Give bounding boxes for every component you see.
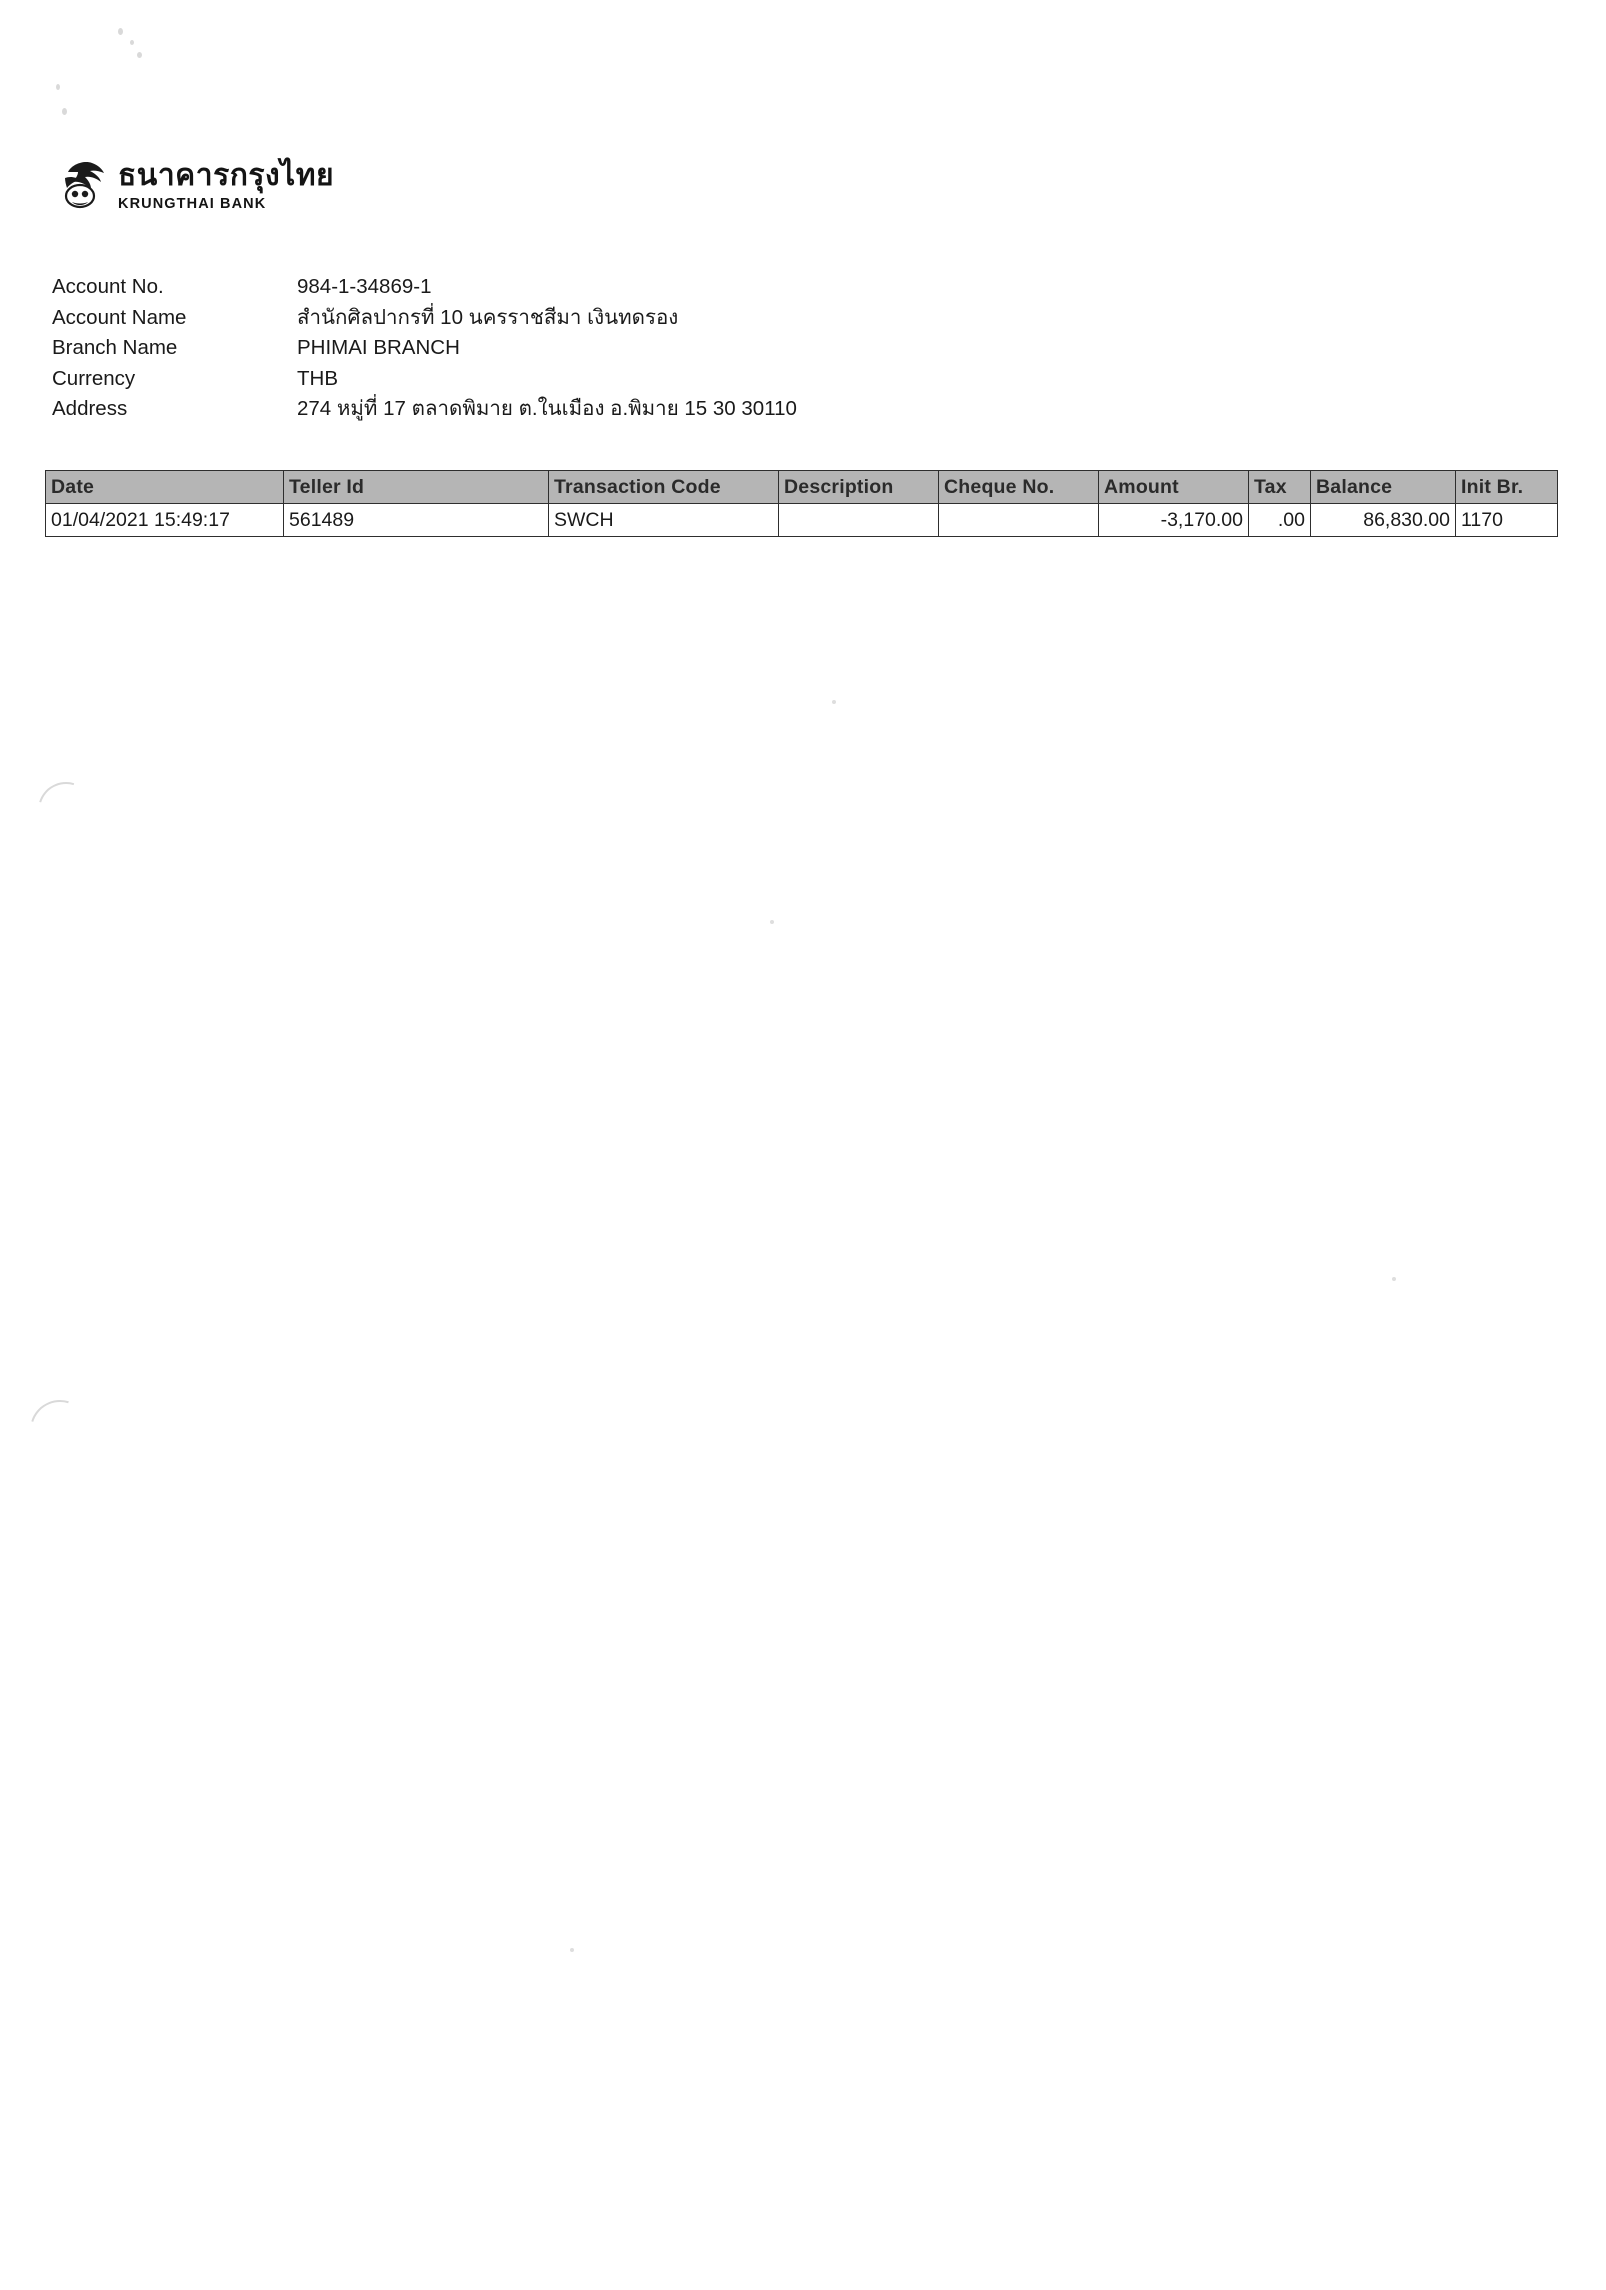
scan-speck	[118, 28, 123, 35]
account-name-label: Account Name	[52, 305, 187, 329]
scan-speck	[1392, 1277, 1396, 1281]
cell-description	[779, 504, 939, 537]
column-header-balance: Balance	[1311, 471, 1456, 504]
scan-speck	[56, 84, 60, 90]
account-info-row	[52, 364, 797, 395]
address-label: Address	[52, 397, 128, 420]
branch-name-label: Branch Name	[52, 336, 178, 359]
cell-balance: 86,830.00	[1311, 504, 1456, 537]
table-row	[46, 504, 1558, 537]
cell-date: 01/04/2021 15:49:17	[46, 504, 284, 537]
account-name-value: สำนักศิลปากรที่ 10 นครราชสีมา เงินทดรอง	[297, 305, 679, 329]
cell-transaction-code: SWCH	[549, 504, 779, 537]
column-header-amount: Amount	[1099, 471, 1249, 504]
bank-name-thai: ธนาคารกรุงไทย	[118, 159, 335, 192]
column-header-description: Description	[779, 471, 939, 504]
scan-speck	[770, 920, 774, 924]
account-info	[52, 272, 797, 425]
account-info-row	[52, 303, 797, 334]
table-header-row	[46, 471, 1558, 504]
address-value: 274 หมู่ที่ 17 ตลาดพิมาย ต.ในเมือง อ.พิมาย 15 30 30110	[297, 397, 797, 420]
branch-name-value: PHIMAI BRANCH	[297, 336, 460, 359]
bank-logo	[62, 158, 334, 212]
scan-speck	[137, 52, 142, 58]
cell-teller-id: 561489	[284, 504, 549, 537]
krungthai-bird-logo-icon	[62, 158, 108, 210]
currency-label: Currency	[52, 366, 136, 390]
column-header-tax: Tax	[1249, 471, 1311, 504]
account-no-label: Account No.	[52, 275, 164, 298]
account-no-value: 984-1-34869-1	[297, 275, 432, 298]
account-info-row	[52, 394, 797, 425]
column-header-transaction-code: Transaction Code	[549, 471, 779, 504]
cell-cheque-no	[939, 504, 1099, 537]
column-header-cheque-no: Cheque No.	[939, 471, 1099, 504]
scan-speck	[832, 700, 836, 704]
scan-speck	[130, 40, 134, 45]
account-info-row	[52, 333, 797, 364]
column-header-date: Date	[46, 471, 284, 504]
scan-smudge	[19, 1389, 100, 1470]
scan-speck	[62, 108, 67, 115]
scan-smudge	[28, 772, 104, 848]
cell-amount: -3,170.00	[1099, 504, 1249, 537]
cell-init-br: 1170	[1456, 504, 1558, 537]
transactions-table	[45, 470, 1558, 537]
bank-name-english: KRUNGTHAI BANK	[118, 195, 267, 212]
column-header-init-br: Init Br.	[1456, 471, 1558, 504]
column-header-teller-id: Teller Id	[284, 471, 549, 504]
scan-speck	[570, 1948, 574, 1952]
cell-tax: .00	[1249, 504, 1311, 537]
account-info-row	[52, 272, 797, 303]
currency-value: THB	[297, 366, 338, 390]
